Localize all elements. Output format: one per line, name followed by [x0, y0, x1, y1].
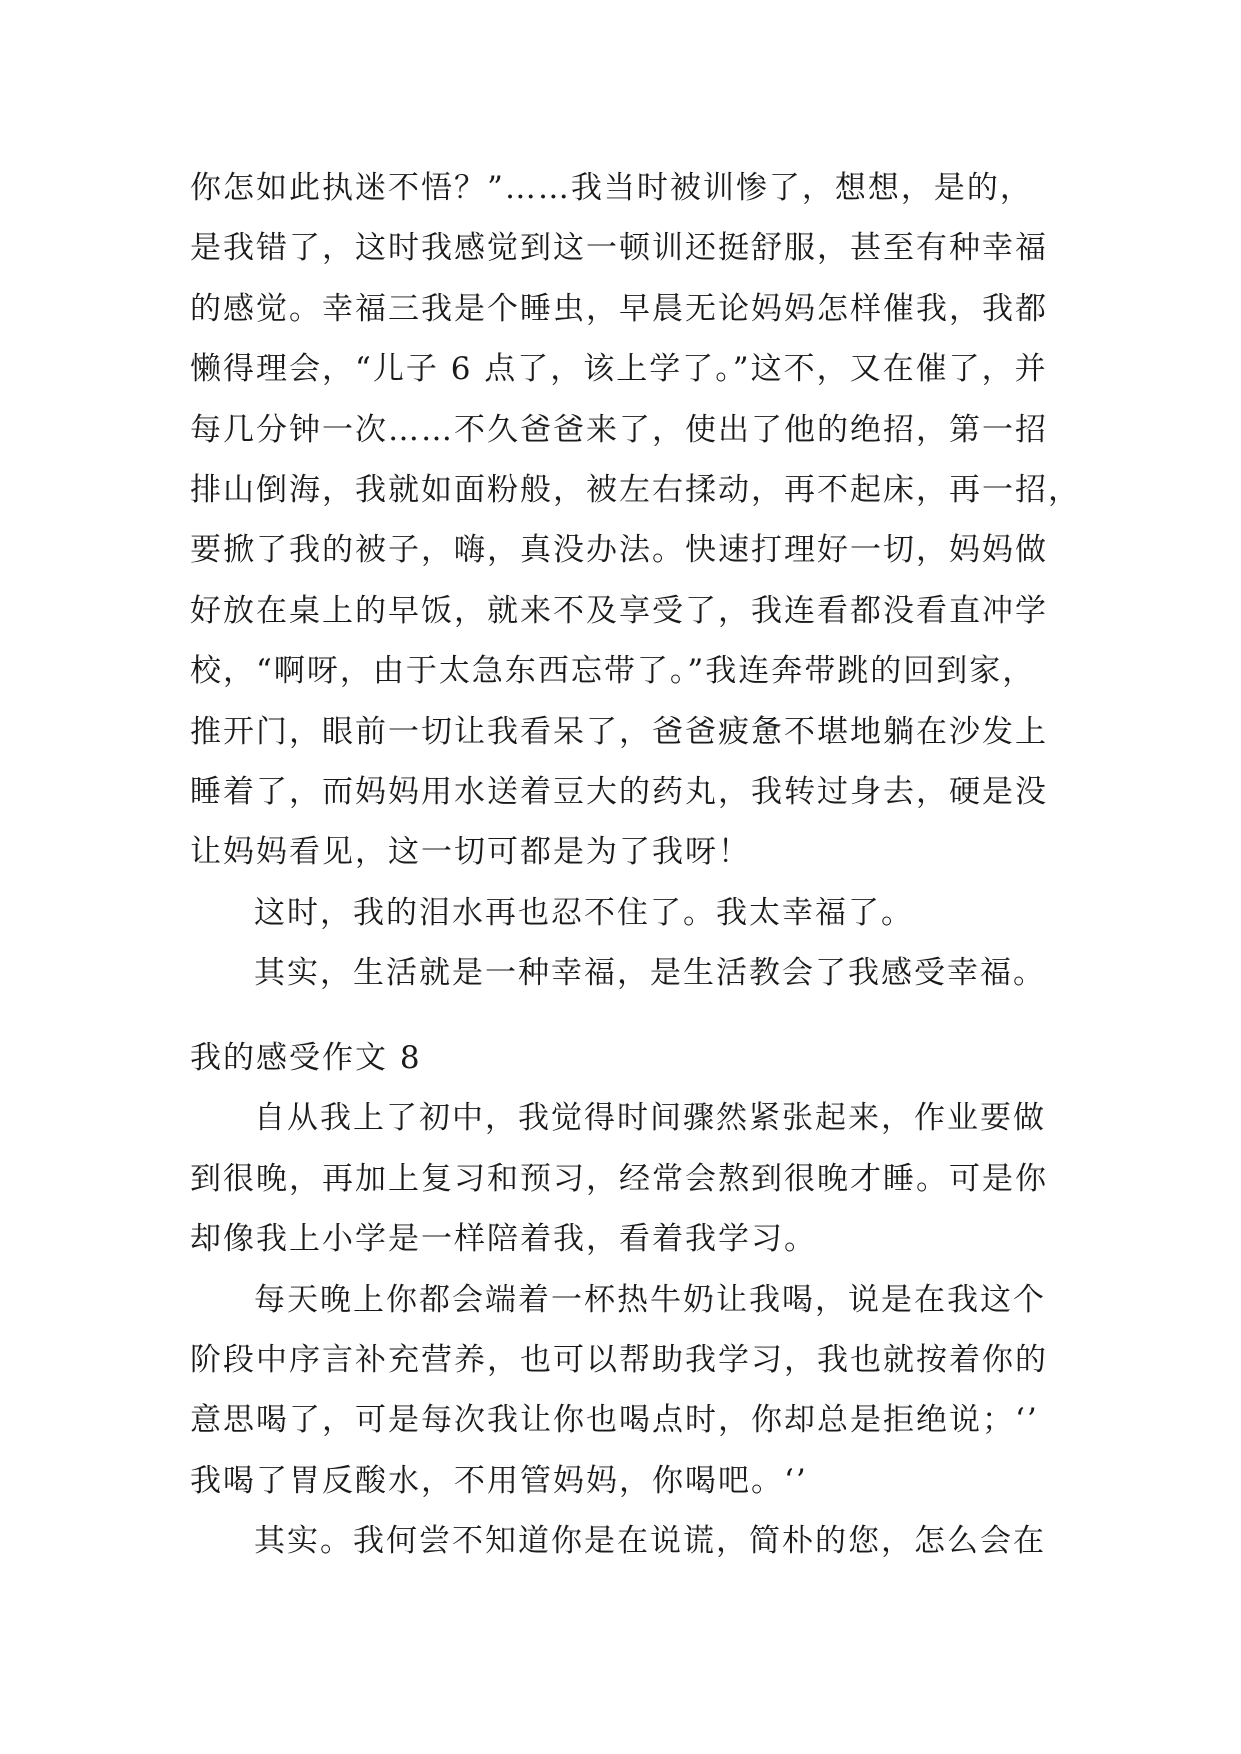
- section-title: 我的感受作文 8: [190, 1040, 422, 1076]
- essay-7-continuation: [190, 158, 1081, 1003]
- paragraph-line: 校，“啊呀，由于太急东西忘带了。”我连奔带跳的回到家，: [190, 653, 1036, 690]
- paragraph-line: 的感觉。幸福三我是个睡虫，早晨无论妈妈怎样催我，我都: [190, 290, 1048, 327]
- paragraph-line: 我喝了胃反酸水，不用管妈妈，你喝吧。‘’: [190, 1462, 808, 1499]
- paragraph-line: 排山倒海，我就如面粉般，被左右揉动，再不起床，再一招，: [190, 471, 1081, 508]
- paragraph-line: 每几分钟一次……不久爸爸来了，使出了他的绝招，第一招: [190, 411, 1048, 448]
- paragraph-line: 却像我上小学是一样陪着我，看着我学习。: [190, 1221, 817, 1258]
- essay-8: [190, 1028, 1070, 1572]
- paragraph-line: 这时，我的泪水再也忍不住了。我太幸福了。: [254, 894, 914, 931]
- paragraph-line: 懒得理会，“儿子 6 点了，该上学了。”这不，又在催了，并: [190, 351, 1048, 388]
- paragraph-line: 阶段中序言补充营养，也可以帮助我学习，我也就按着你的: [190, 1341, 1048, 1378]
- paragraph-line: 意思喝了，可是每次我让你也喝点时，你却总是拒绝说；‘’: [190, 1402, 1039, 1439]
- paragraph-line: 睡着了，而妈妈用水送着豆大的药丸，我转过身去，硬是没: [190, 773, 1048, 810]
- paragraph-line: 让妈妈看见，这一切可都是为了我呀！: [190, 834, 751, 871]
- paragraph-line: 推开门，眼前一切让我看呆了，爸爸疲惫不堪地躺在沙发上: [190, 713, 1048, 750]
- paragraph-line: 自从我上了初中，我觉得时间骤然紧张起来，作业要做: [254, 1100, 1046, 1137]
- paragraph-line: 好放在桌上的早饭，就来不及享受了，我连看都没看直冲学: [190, 592, 1048, 629]
- paragraph-line: 每天晚上你都会端着一杯热牛奶让我喝，说是在我这个: [254, 1281, 1046, 1318]
- paragraph-line: 是我错了，这时我感觉到这一顿训还挺舒服，甚至有种幸福: [190, 230, 1048, 267]
- paragraph-line: 你怎如此执迷不悟？”……我当时被训惨了，想想，是的，: [190, 170, 1033, 206]
- paragraph-line: 要掀了我的被子，嗨，真没办法。快速打理好一切，妈妈做: [190, 532, 1048, 569]
- paragraph-line: 其实，生活就是一种幸福，是生活教会了我感受幸福。: [254, 955, 1046, 992]
- paragraph-line: 其实。我何尝不知道你是在说谎，简朴的您，怎么会在: [254, 1523, 1046, 1560]
- paragraph-line: 到很晚，再加上复习和预习，经常会熬到很晚才睡。可是你: [190, 1160, 1048, 1197]
